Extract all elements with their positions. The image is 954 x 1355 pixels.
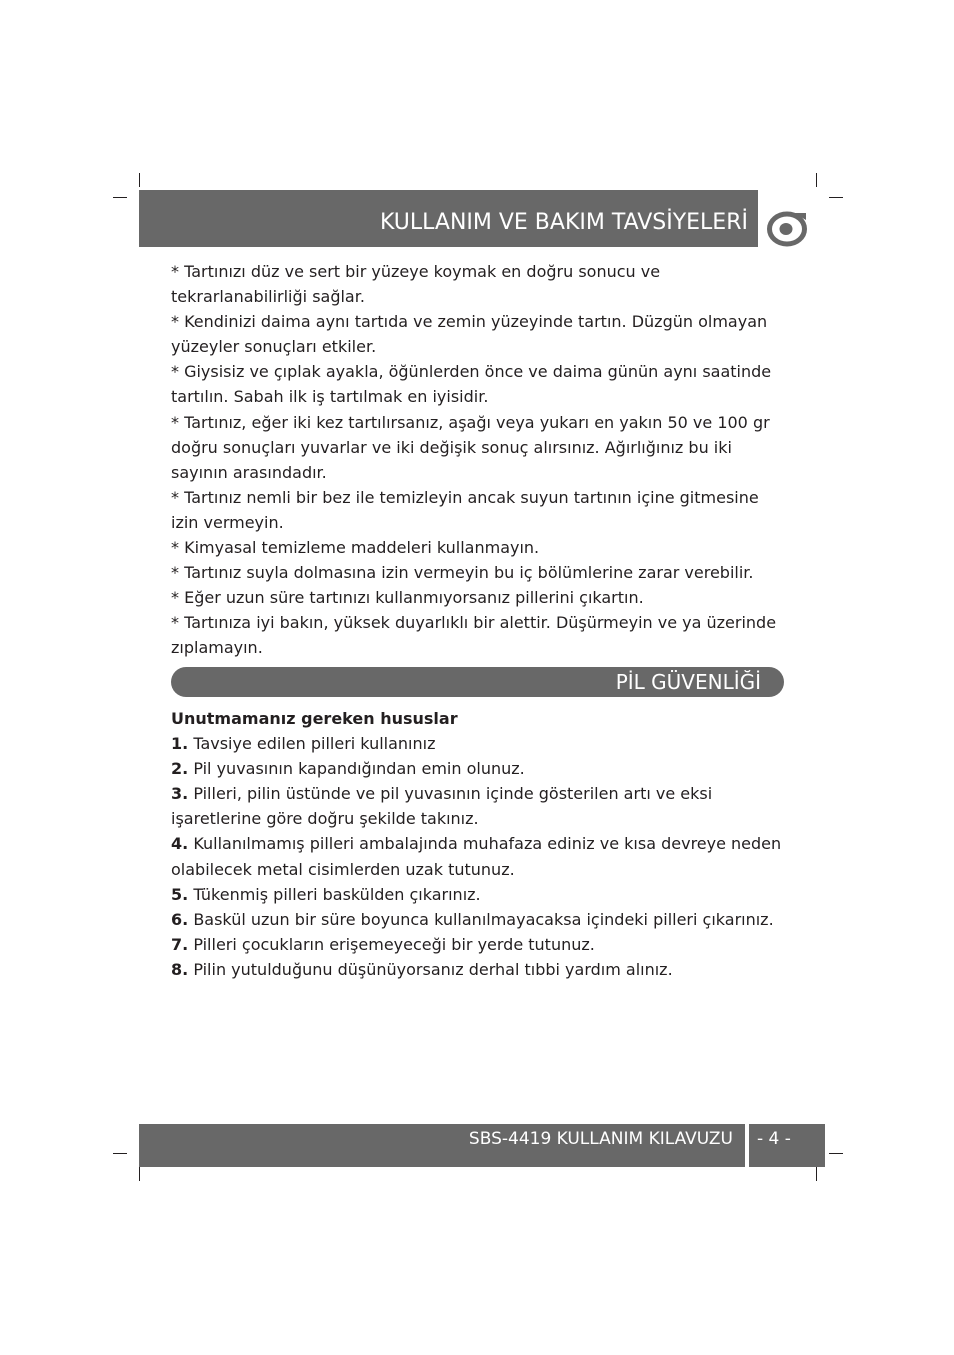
list-item [171,731,791,756]
item-text: Pilleri çocukların erişemeyeceği bir yerde tutunuz. [193,934,595,954]
crop-mark [139,1167,140,1181]
care-tip: * Kendinizi daima aynı tartıda ve zemin yüzeyinde tartın. Düzgün olmayan yüzeyler sonuçları etkiler. [171,312,768,357]
list-item [171,756,791,781]
footer-bar [139,1124,745,1167]
item-text: Pil yuvasının kapandığından emin olunuz. [193,759,525,779]
item-number: 7. [171,934,189,954]
page-title: KULLANIM VE BAKIM TAVSİYELERİ [379,210,748,235]
care-tip: * Tartınızı düz ve sert bir yüzeye koymak en doğru sonucu ve tekrarlanabilirliği sağlar. [171,262,661,307]
crop-mark [829,197,843,198]
item-number: 4. [171,834,189,854]
header-bar [139,190,758,247]
item-number: 3. [171,784,189,804]
item-number: 6. [171,909,189,929]
care-tip: * Tartınız, eğer iki kez tartılırsanız, aşağı veya yukarı en yakın 50 ve 100 gr doğru sonuçları yuvarlar ve iki değişik sonuç alırsınız. Ağırlığınız bu iki sayının arasındadır. [171,412,770,482]
care-tip: * Eğer uzun süre tartınızı kullanmıyorsanız pillerini çıkartın. [171,588,644,608]
care-tip: * Kimyasal temizleme maddeleri kullanmayın. [171,538,540,558]
section-title: PİL GÜVENLİĞİ [615,670,761,694]
item-text: Kullanılmamış pilleri ambalajında muhafaza ediniz ve kısa devreye neden olabilecek metal cisimlerden uzak tutunuz. [171,834,782,879]
care-tip: * Tartınız nemli bir bez ile temizleyin ancak suyun tartının içine gitmesine izin vermeyin. [171,487,759,532]
item-number: 8. [171,959,189,979]
list-item [171,957,791,982]
list-item [171,907,791,932]
section-header-bar [171,667,784,697]
manual-title: SBS-4419 KULLANIM KILAVUZU [468,1129,733,1149]
crop-mark [816,1167,817,1181]
item-text: Tükenmiş pilleri baskülden çıkarınız. [193,884,481,904]
subheading: Unutmamanız gereken hususlar [171,709,458,728]
crop-mark [139,173,140,187]
page-number-box [749,1124,825,1167]
item-text: Pilleri, pilin üstünde ve pil yuvasının içinde gösterilen artı ve eksi işaretlerine göre doğru şekilde takınız. [171,784,713,829]
item-text: Baskül uzun bir süre boyunca kullanılmayacaksa içindeki pilleri çıkarınız. [193,909,774,929]
crop-mark [113,197,127,198]
list-item [171,882,791,907]
page-number: - 4 - [757,1129,791,1149]
list-item [171,831,791,881]
care-tip: * Tartınız suyla dolmasına izin vermeyin bu iç bölümlerine zarar verebilir. [171,563,754,583]
item-text: Pilin yutulduğunu düşünüyorsanız derhal tıbbi yardım alınız. [193,959,673,979]
crop-mark [829,1153,843,1154]
list-item [171,781,791,831]
care-tip: * Giysisiz ve çıplak ayakla, öğünlerden önce ve daima günün aynı saatinde tartılın. Sabah ilk iş tartılmak en iyisidir. [171,362,772,407]
item-number: 2. [171,759,189,779]
care-tips [171,259,791,661]
item-number: 1. [171,734,189,754]
battery-safety-list [171,706,791,982]
item-text: Tavsiye edilen pilleri kullanınız [193,734,436,754]
care-tip: * Tartınıza iyi bakın, yüksek duyarlıklı bir alettir. Düşürmeyin ve ya üzerinde zıplamayın. [171,613,777,658]
brand-logo-icon [767,210,807,248]
crop-mark [816,173,817,187]
crop-mark [113,1153,127,1154]
list-item [171,932,791,957]
item-number: 5. [171,884,189,904]
